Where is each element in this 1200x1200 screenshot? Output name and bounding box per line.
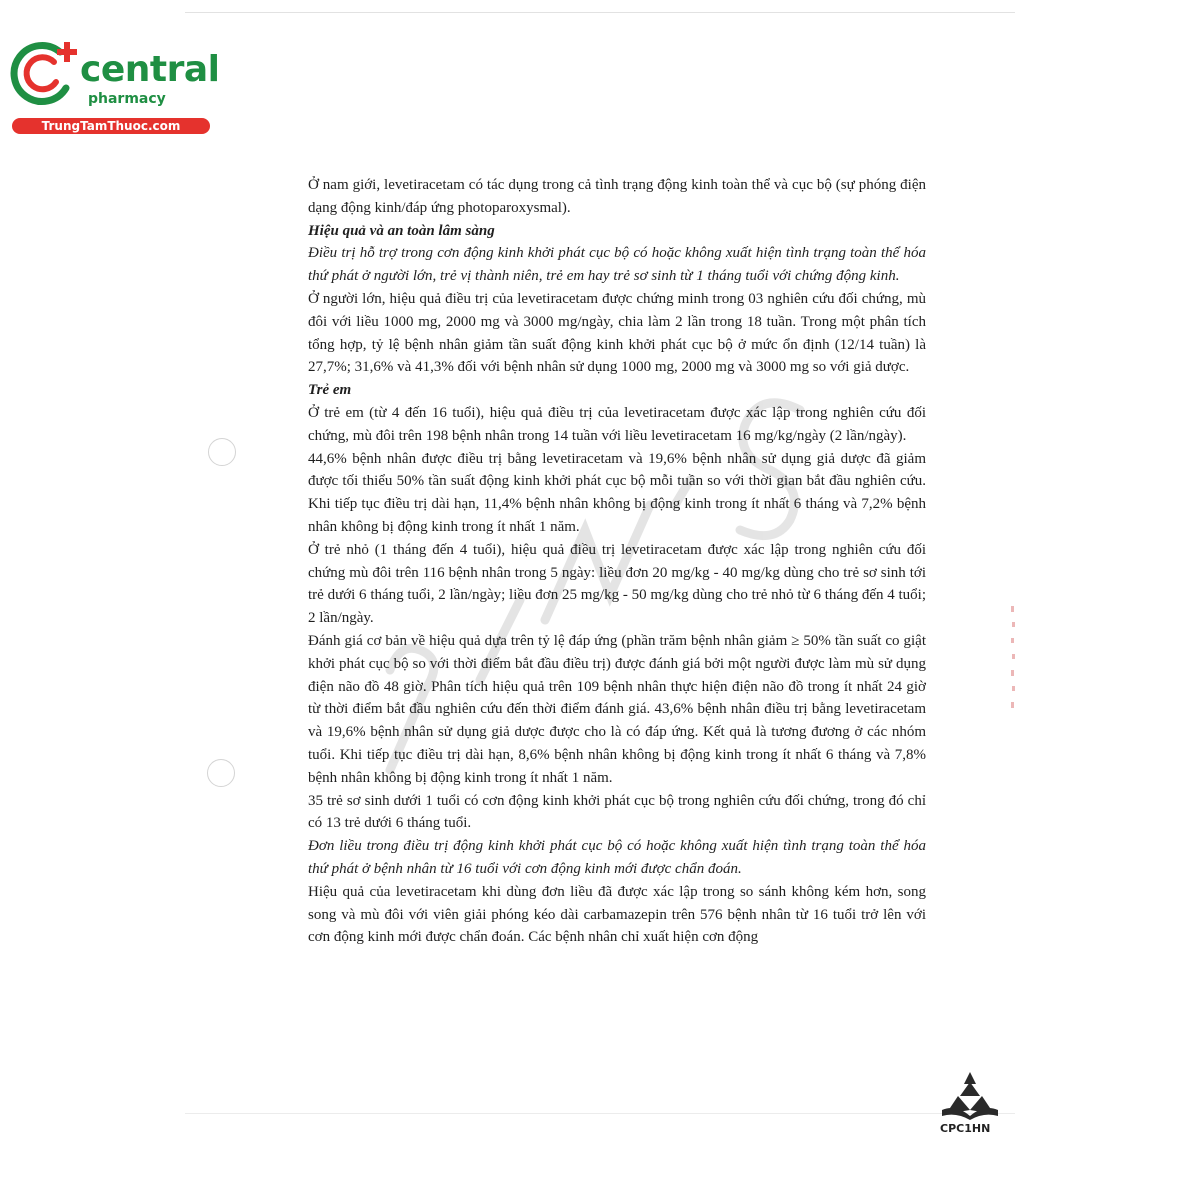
body-paragraph: Ở trẻ em (từ 4 đến 16 tuổi), hiệu quả điều trị của levetiracetam được xác lập trong nghiên cứu đối chứng, mù đôi trên 198 bệnh nhân trong 14 tuần với liều levetiracetam 16 mg/kg/ngày (2 lần/ngày). xyxy=(308,404,926,444)
scan-edge-bottom xyxy=(185,1113,1015,1114)
logo-brand-sub: pharmacy xyxy=(88,91,166,107)
body-paragraph: 35 trẻ sơ sinh dưới 1 tuổi có cơn động kinh khởi phát cục bộ trong nghiên cứu đối chứng, trong đó chỉ có 13 trẻ dưới 6 tháng tuổi. xyxy=(308,792,926,832)
logo-site-badge: TrungTamThuoc.com xyxy=(12,118,210,134)
body-paragraph: Ở nam giới, levetiracetam có tác dụng trong cả tình trạng động kinh toàn thể và cục bộ (sự phóng điện dạng động kinh/đáp ứng photoparoxysmal). xyxy=(308,177,926,216)
logo-mark-icon xyxy=(10,38,90,108)
punch-hole xyxy=(207,759,235,787)
section-subheading: Điều trị hỗ trợ trong cơn động kinh khởi phát cục bộ có hoặc không xuất hiện tình trạng toàn thể hóa thứ phát ở người lớn, trẻ vị thành niên, trẻ em hay trẻ sơ sinh từ 1 tháng tuổi với chứng động kinh. xyxy=(308,245,926,285)
document-body xyxy=(308,174,926,949)
cpc1hn-logo-icon xyxy=(936,1070,1004,1120)
body-paragraph: Hiệu quả của levetiracetam khi dùng đơn liều đã được xác lập trong so sánh không kém hơn, song song và mù đôi với viên giải phóng kéo dài carbamazepin trên 576 bệnh nhân từ 16 tuổi trở lên với cơn động kinh mới được chẩn đoán. Các bệnh nhân chỉ xuất hiện cơn động xyxy=(308,883,926,946)
scan-edge-top xyxy=(185,12,1015,13)
body-paragraph: Ở người lớn, hiệu quả điều trị của levetiracetam được chứng minh trong 03 nghiên cứu đối chứng, mù đôi với liều 1000 mg, 2000 mg và 3000 mg/ngày, chia làm 2 lần trong 18 tuần. Trong một phân tích tổng hợp, tỷ lệ bệnh nhân giảm tần suất động kinh khởi phát cục bộ ở mức ổn định (12/14 tuần) là 27,7%; 31,6% và 41,3% đối với bệnh nhân sử dụng 1000 mg, 2000 mg và 3000 mg so với giả dược. xyxy=(308,290,926,376)
section-subheading: Đơn liều trong điều trị động kinh khởi phát cục bộ có hoặc không xuất hiện tình trạng toàn thể hóa thứ phát ở bệnh nhân từ 16 tuổi với cơn động kinh mới được chẩn đoán. xyxy=(308,838,926,877)
cpc1hn-logo-text: CPC1HN xyxy=(940,1122,991,1135)
body-paragraph: Ở trẻ nhỏ (1 tháng đến 4 tuổi), hiệu quả điều trị levetiracetam được xác lập trong nghiên cứu đối chứng mù đôi trên 116 bệnh nhân trong 5 ngày: liều đơn 20 mg/kg - 40 mg/kg dùng cho trẻ sơ sinh tới trẻ dưới 6 tháng tuổi, 2 lần/ngày; liều đơn 25 mg/kg - 50 mg/kg dùng cho trẻ nhỏ từ 6 tháng đến 4 tuổi; 2 lần/ngày. xyxy=(308,541,926,627)
section-heading: Trẻ em xyxy=(308,382,352,399)
body-paragraph: Đánh giá cơ bản về hiệu quả dựa trên tỷ lệ đáp ứng (phần trăm bệnh nhân giảm ≥ 50% tần suất co giật khởi phát cục bộ so với thời điểm bắt đầu điều trị) được đánh giá bởi một người được làm mù sử dụng điện não đồ 48 giờ. Phân tích hiệu quả trên 109 bệnh nhân thực hiện điện não đồ trong ít nhất 24 giờ từ thời điểm bắt đầu nghiên cứu đến thời điểm đánh giá. 43,6% bệnh nhân điều trị bằng levetiracetam và 19,6% bệnh nhân sử dụng giả dược được cho là có đáp ứng. Kết quả là tương đương ở các nhóm tuổi. Khi tiếp tục điều trị dài hạn, 8,6% bệnh nhân không bị động kinh trong ít nhất 6 tháng và 7,8% bệnh nhân không bị động kinh trong ít nhất 1 năm. xyxy=(308,632,926,786)
central-pharmacy-logo xyxy=(10,38,220,136)
punch-hole xyxy=(208,438,236,466)
logo-brand-name: central xyxy=(80,49,220,90)
body-paragraph: 44,6% bệnh nhân được điều trị bằng levetiracetam và 19,6% bệnh nhân sử dụng giả dược đã giảm được tối thiểu 50% tần suất động kinh khởi phát cục bộ mỗi tuần so với thời gian bắt đầu nghiên cứu. Khi tiếp tục điều trị dài hạn, 11,4% bệnh nhân không bị động kinh trong ít nhất 6 tháng và 7,2% bệnh nhân không bị động kinh trong ít nhất 1 năm. xyxy=(308,450,926,535)
section-heading: Hiệu quả và an toàn lâm sàng xyxy=(308,222,495,239)
margin-marks xyxy=(1007,606,1021,710)
